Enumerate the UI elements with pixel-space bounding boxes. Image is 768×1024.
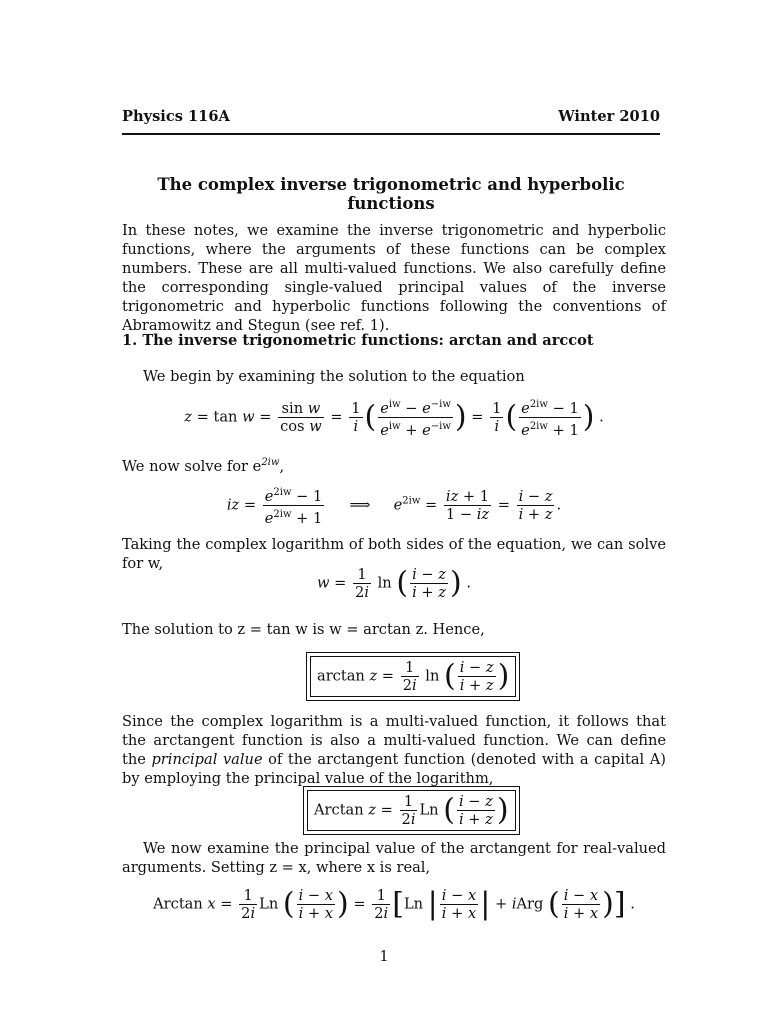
solve-exponent: 2iw (261, 457, 280, 468)
equation-w: w = $\frac{1}{2i}$ ln ( $\frac{i - z}{i + z}$ ) . (317, 565, 471, 601)
principal-value-emphasis: principal value (151, 750, 263, 768)
multivalued-text-1: Since the complex logarithm is a multi-valued function, it follows that the arctangent function is also a multi-valued function. We can define the (122, 713, 666, 768)
page-number: 1 (379, 948, 389, 965)
boxed-equation-Arctan: Arctan z = $\frac{1}{2i}$ Ln ( $\frac{i - z}{i + z}$ ) (303, 786, 520, 835)
solve-text: We now solve for e (122, 457, 262, 475)
paragraph-multivalued (122, 713, 666, 789)
boxed-equation-arctan: arctan z = $\frac{1}{2i}$ ln ( $\frac{i - z}{i + z}$ ) (306, 652, 520, 701)
equation-iz: iz = $\frac{e^{2iw} - 1}{e^{2iw} + 1}$ ⟹ $e^{2iw}$ = $\frac{iz + 1}{1 - iz}$ = $\frac{i - z}{i + z}$ . (122, 484, 666, 527)
header-rule (122, 133, 660, 135)
paragraph-begin: We begin by examining the solution to the equation (143, 368, 525, 385)
paragraph-solve (122, 454, 666, 477)
document-title: The complex inverse trigonometric and hyperbolic functions (157, 175, 625, 213)
paragraph-examine: We now examine the principal value of the arctangent for real-valued arguments. Setting z = x, where x is real, (122, 840, 666, 876)
paragraph-solution: The solution to z = tan w is w = arctan z. Hence, (122, 621, 485, 638)
multivalued-text-2: of the arctangent function (denoted with a capital A) by employing the principal value of the logarithm, (122, 750, 666, 787)
solve-text-end: , (279, 457, 285, 475)
page-header (122, 108, 660, 128)
term: Winter 2010 (558, 108, 660, 125)
section-heading: 1. The inverse trigonometric functions: arctan and arccot (122, 332, 594, 349)
intro-paragraph: In these notes, we examine the inverse trigonometric and hyperbolic functions, where the arguments of these functions can be complex numbers. These are all multi-valued functions. We also carefully define the corresponding single-valued principal values of the inverse trigonometric and hyperbolic functions following the conventions of Abramowitz and Stegun (see ref. 1). (122, 222, 666, 334)
equation-arctan-real: Arctan x = $\frac{1}{2i}$ Ln ( $\frac{i - x}{i + x}$ ) = $\frac{1}{2i}$ [Ln | $\frac{i - x}{i + x}$ | + iArg ( $\frac{i - x}{i + x}$ )] . (153, 886, 635, 922)
equation-tan: z = tan w = $\frac{\text{sin w}}{\text{cos w}}$ = $\frac{1}{i}$ ( $\frac{e^{iw} - e^{-iw}}{e^{iw} + e^{-iw}}$ ) = $\frac{1}{i}$ ( $\frac{e^{2iw} - 1}{e^{2iw} + 1}$ ) . (122, 396, 666, 439)
course-name: Physics 116A (122, 108, 230, 125)
paragraph-log: Taking the complex logarithm of both sides of the equation, we can solve for w, (122, 536, 666, 572)
